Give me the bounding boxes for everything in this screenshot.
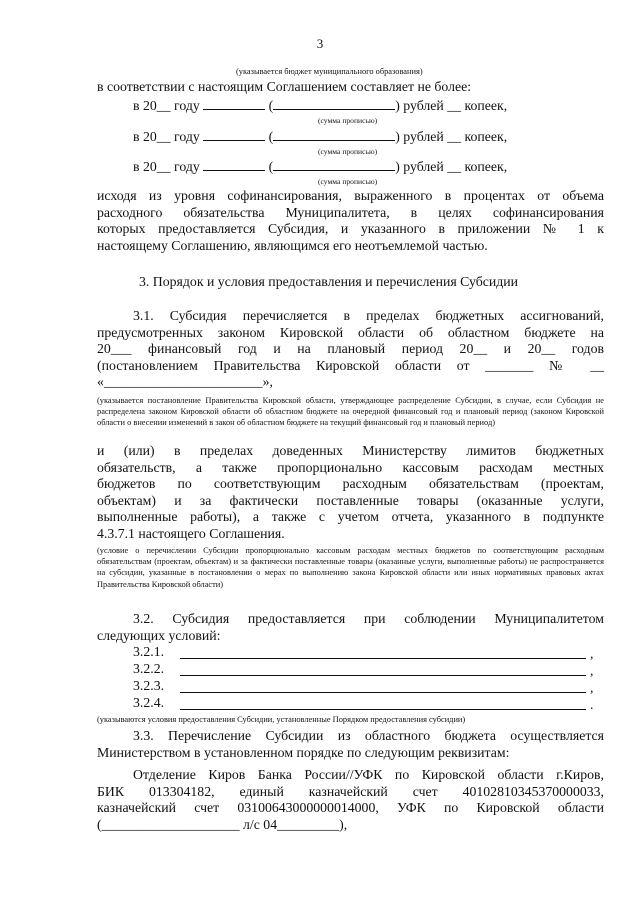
text-line: настоящему Соглашению, являющимся его неотъемлемой частью.	[97, 237, 488, 253]
text-line: выполненные работы), а также с учетом отчета, указанного в подпункте	[97, 509, 604, 525]
year-rest: ) рублей __ копеек,	[395, 159, 508, 174]
text-line: 3.1. Субсидия перечисляется в пределах бюджетных ассигнований,	[133, 308, 604, 323]
condition-num: 3.2.1.	[133, 644, 165, 659]
bank-requisites	[97, 767, 604, 833]
text-line: бюджетов по соответствующим расходным обязательствам (проектам,	[97, 476, 604, 492]
text-line: казначейский счет 03100643000000014000, УФК по Кировской области	[97, 800, 604, 816]
year-rest: ) рублей __ копеек,	[395, 129, 508, 144]
condition-num: 3.2.3.	[133, 678, 165, 693]
year-prefix: в 20__ году	[133, 98, 200, 113]
text-line: 4.3.7.1 настоящего Соглашения.	[97, 525, 285, 541]
amount-blank	[203, 128, 265, 141]
year-rest: ) рублей __ копеек,	[395, 98, 508, 113]
sum-words-blank	[273, 158, 395, 171]
text-line: исходя из уровня софинансирования, выраженного в процентах от объема	[97, 188, 604, 203]
intro-line: в соответствии с настоящим Соглашением составляет не более:	[97, 79, 472, 94]
text-line: следующих условий:	[97, 627, 221, 643]
conditions-caption: (указываются условия предоставления Субсидии, установленные Порядком предоставления субсидии)	[97, 715, 466, 724]
condition-end: ,	[590, 680, 594, 695]
text-line: Отделение Киров Банка России//УФК по Кировской области г.Киров,	[133, 767, 604, 782]
text-line: 20___ финансовый год и на плановый период 20__ и 20__ годов	[97, 341, 604, 357]
amount-blank	[203, 158, 265, 171]
note-resolution: (указывается постановление Правительства Кировской области, утверждающее распределение Субсидии, в случае, если Субсидия не распределена законом Кировской области об областном бюджете на очередной финансовый год и плановый период (законом Кировской области о внесении изменений в закон об областном бюджете на текущий финансовый год и плановый период)	[97, 396, 604, 428]
sum-caption: (сумма прописью)	[318, 116, 378, 125]
condition-end: ,	[590, 646, 594, 661]
paragraph-3-1-cont	[97, 443, 604, 543]
budget-caption: (указывается бюджет муниципального образования)	[236, 67, 423, 76]
condition-num: 3.2.2.	[133, 661, 165, 676]
text-line: 3.2. Субсидия предоставляется при соблюдении Муниципалитетом	[133, 611, 604, 626]
amount-blank	[203, 97, 265, 110]
text-line: (____________________ л/с 04_________),	[97, 816, 348, 832]
text-line: которых предоставляется Субсидия, и указанного в приложении № 1 к	[97, 221, 604, 237]
condition-blank	[180, 692, 586, 693]
sum-caption: (сумма прописью)	[318, 177, 378, 186]
year-prefix: в 20__ году	[133, 159, 200, 174]
cofinancing-paragraph	[97, 188, 604, 254]
year-row: в 20__ году ( ) рублей __ копеек,	[133, 159, 508, 174]
text-line: (постановлением Правительства Кировской области от _______ № __	[97, 357, 604, 373]
year-row: в 20__ году ( ) рублей __ копеек,	[133, 98, 508, 113]
condition-blank	[180, 709, 586, 710]
page-number: 3	[316, 36, 324, 51]
paragraph-3-3	[97, 728, 604, 761]
text-line: обязательств, а также пропорционально кассовым расходам местных	[97, 459, 604, 475]
section-title: 3. Порядок и условия предоставления и перечисления Субсидии	[139, 274, 519, 289]
condition-end: ,	[590, 663, 594, 678]
text-line: «_______________________»,	[97, 374, 273, 390]
text-line: расходного обязательства Муниципалитета, в целях софинансирования	[97, 204, 604, 220]
year-row: в 20__ году ( ) рублей __ копеек,	[133, 129, 508, 144]
text-line: и (или) в пределах доведенных Министерству лимитов бюджетных	[97, 443, 604, 458]
text-line: 3.3. Перечисление Субсидии из областного бюджета осуществляется	[133, 728, 604, 743]
sum-words-blank	[273, 97, 395, 110]
paragraph-3-1	[97, 308, 604, 391]
sum-words-blank	[273, 128, 395, 141]
year-prefix: в 20__ году	[133, 129, 200, 144]
note-condition: (условие о перечислении Субсидии пропорционально кассовым расходам местных бюджетов по соответствующим расходным обязательствам (проектам, объектам) и за фактически поставленные товары (оказанные услуги, выполненные работы) не распространяется на субсидии, указанные в постановлении о мерах по выполнению закона Кировской области или иных нормативных правовых актах Правительства Кировской области)	[97, 546, 604, 589]
condition-blank	[180, 675, 586, 676]
text-line: предусмотренных законом Кировской области об областном бюджете на	[97, 324, 604, 340]
condition-end: .	[590, 697, 594, 712]
condition-blank	[180, 658, 586, 659]
text-line: БИК 013304182, единый казначейский счет 40102810345370000033,	[97, 783, 604, 799]
text-line: объектам) и за фактически поставленные товары (оказанные услуги,	[97, 492, 604, 508]
sum-caption: (сумма прописью)	[318, 147, 378, 156]
condition-num: 3.2.4.	[133, 695, 165, 710]
text-line: Министерством в установленном порядке по следующим реквизитам:	[97, 744, 510, 760]
paragraph-3-2	[97, 611, 604, 644]
